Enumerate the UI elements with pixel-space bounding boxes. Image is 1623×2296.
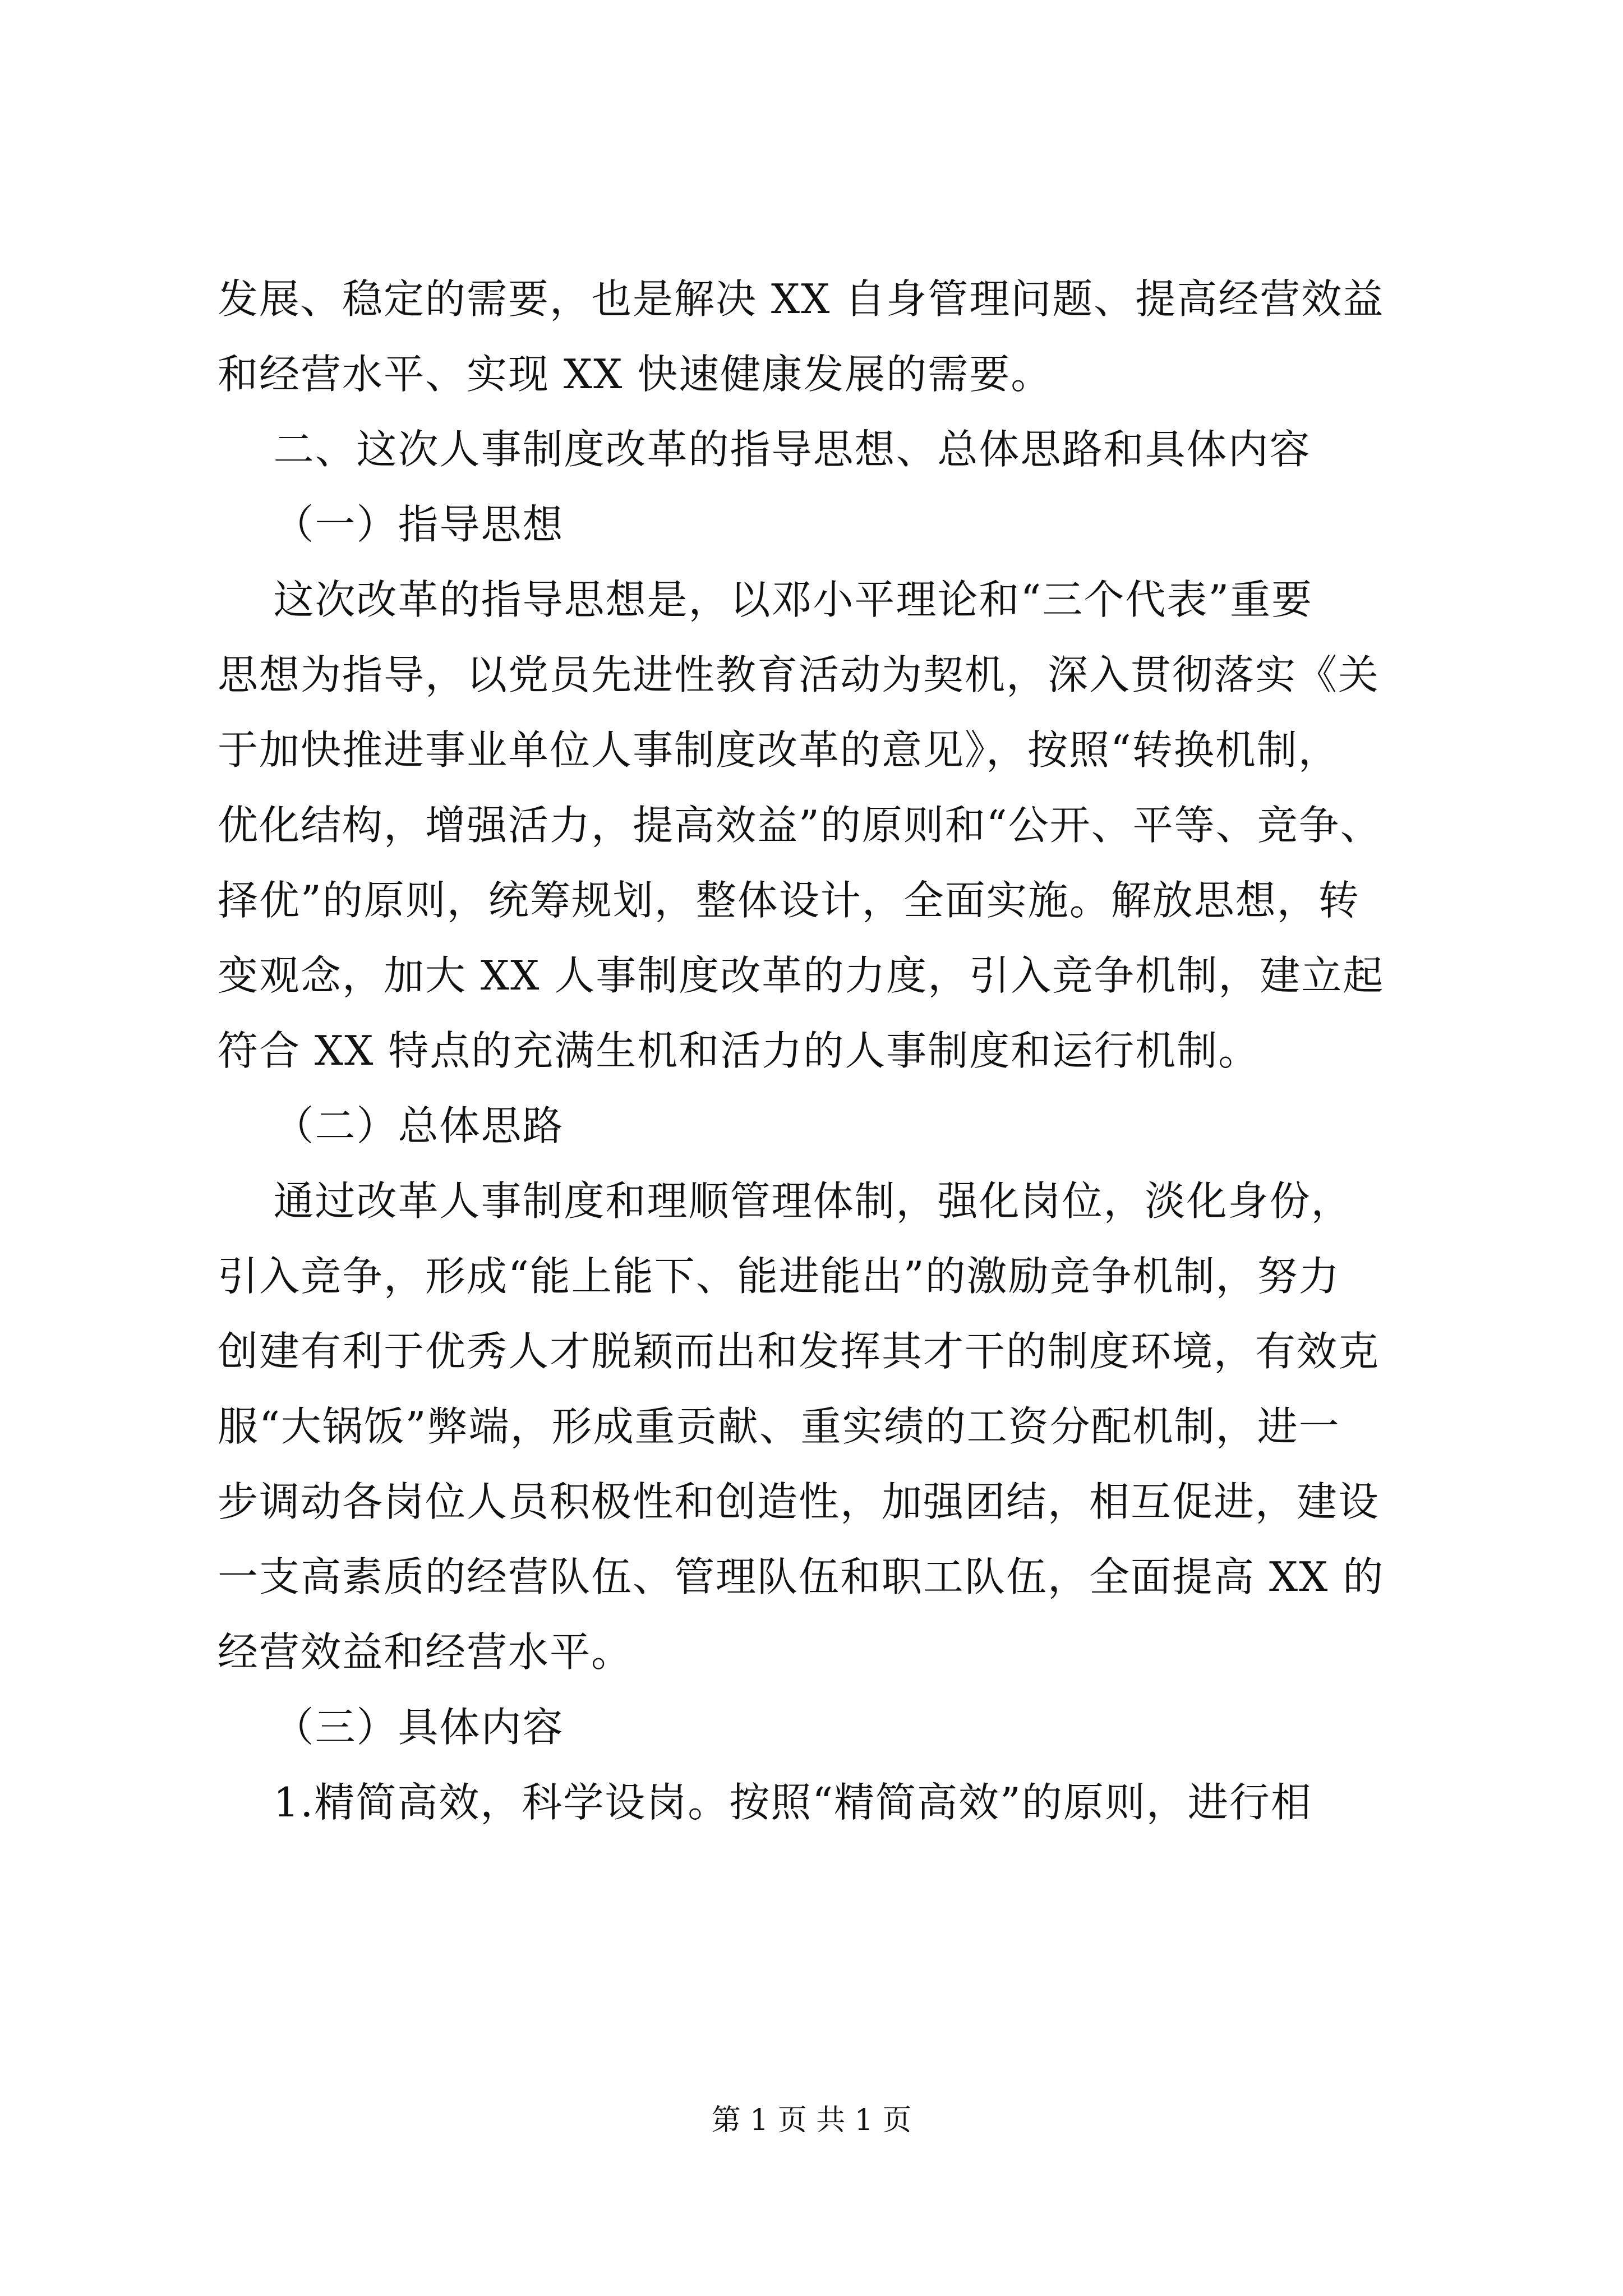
subsection-heading: （二）总体思路 bbox=[218, 1102, 564, 1149]
text-line: 引入竞争，形成“能上能下、能进能出”的激励竞争机制，努力 bbox=[218, 1253, 1340, 1300]
page-footer bbox=[0, 2101, 1623, 2140]
text-line: 于加快推进事业单位人事制度改革的意见》，按照“转换机制， bbox=[218, 726, 1340, 774]
text-line: 创建有利于优秀人才脱颖而出和发挥其才干的制度环境，有效克 bbox=[218, 1328, 1380, 1375]
text-line: 1.精简高效，科学设岗。按照“精简高效”的原则，进行相 bbox=[218, 1779, 1312, 1826]
subsection-heading: （一）指导思想 bbox=[218, 501, 564, 548]
page-number-label: 第 1 页 共 1 页 bbox=[711, 2104, 912, 2137]
text-line: 优化结构，增强活力，提高效益”的原则和“公开、平等、竞争、 bbox=[218, 802, 1382, 849]
text-line: 变观念，加大 XX 人事制度改革的力度，引入竞争机制，建立起 bbox=[218, 952, 1385, 999]
text-line: 符合 XX 特点的充满生机和活力的人事制度和运行机制。 bbox=[218, 1027, 1260, 1074]
text-line: 一支高素质的经营队伍、管理队伍和职工队伍，全面提高 XX 的 bbox=[218, 1553, 1385, 1600]
subsection-heading: （三）具体内容 bbox=[218, 1704, 564, 1751]
text-line: 步调动各岗位人员积极性和创造性，加强团结，相互促进，建设 bbox=[218, 1478, 1380, 1525]
text-line: 思想为指导，以党员先进性教育活动为契机，深入贯彻落实《关 bbox=[218, 651, 1380, 698]
text-line: 和经营水平、实现 XX 快速健康发展的需要。 bbox=[218, 351, 1053, 398]
text-line: 服“大锅饭”弊端，形成重贡献、重实绩的工资分配机制，进一 bbox=[218, 1403, 1340, 1450]
text-line: 通过改革人事制度和理顺管理体制，强化岗位，淡化身份， bbox=[218, 1177, 1353, 1225]
text-line: 择优”的原则，统筹规划，整体设计，全面实施。解放思想，转 bbox=[218, 877, 1360, 924]
document-body bbox=[218, 261, 1407, 1840]
text-line: 发展、稳定的需要，也是解决 XX 自身管理问题、提高经营效益 bbox=[218, 275, 1385, 323]
text-line: 这次改革的指导思想是，以邓小平理论和“三个代表”重要 bbox=[218, 576, 1313, 623]
text-line: 经营效益和经营水平。 bbox=[218, 1628, 633, 1676]
section-heading: 二、这次人事制度改革的指导思想、总体思路和具体内容 bbox=[218, 426, 1311, 473]
